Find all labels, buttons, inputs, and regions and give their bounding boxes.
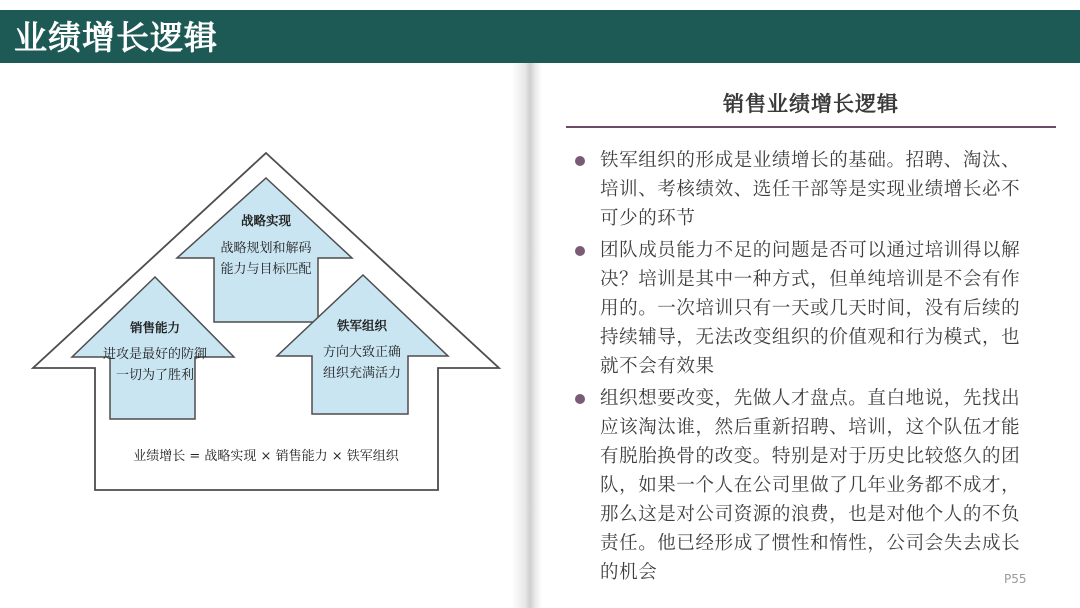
bullet-list — [572, 146, 1034, 590]
list-item — [572, 384, 1034, 587]
team-line-2: 组织充满活力 — [322, 366, 402, 381]
section-heading: 销售业绩增长逻辑 — [723, 92, 899, 116]
strategy-line-1: 战略规划和解码 — [220, 241, 312, 256]
sales-line-2: 一切为了胜利 — [115, 368, 195, 383]
team-line-1: 方向大致正确 — [322, 345, 402, 360]
bullet-dot-icon — [575, 156, 585, 166]
bullet-text: 组织想要改变，先做人才盘点。直白地说，先找出应该淘汰谁，然后重新招聘、培训，这个队伍才能有脱胎换骨的改变。特别是对于历史比较悠久的团队，如果一个人在公司里做了几年业务都不成才，那么这是对公司资源的浪费，也是对他个人的不负责任。他已经形成了惯性和惰性，公司会失去成长的机会 — [600, 388, 1021, 583]
list-item — [572, 146, 1034, 233]
formula-text: 业绩增长 = 战略实现 × 销售能力 × 铁军组织 — [133, 449, 399, 464]
list-item — [572, 236, 1034, 381]
bullet-dot-icon — [575, 246, 585, 256]
page-title: 业绩增长逻辑 — [14, 18, 218, 57]
page-number: P55 — [1004, 572, 1027, 586]
bullet-text: 铁军组织的形成是业绩增长的基础。招聘、淘汰、培训、考核绩效、选任干部等是实现业绩增长必不可少的环节 — [600, 150, 1021, 229]
strategy-title: 战略实现 — [240, 213, 292, 228]
team-title: 铁军组织 — [336, 318, 388, 333]
bullet-dot-icon — [575, 394, 585, 404]
title-bar — [0, 10, 1080, 63]
house-diagram — [0, 63, 512, 608]
book-gutter — [512, 63, 542, 608]
sales-line-1: 进攻是最好的防御 — [102, 347, 208, 362]
sales-title: 销售能力 — [129, 320, 181, 335]
strategy-line-2: 能力与目标匹配 — [220, 262, 312, 277]
bullet-text: 团队成员能力不足的问题是否可以通过培训得以解决？培训是其中一种方式，但单纯培训是不会有作用的。一次培训只有一天或几天时间，没有后续的持续辅导，无法改变组织的价值观和行为模式，也就不会有效果 — [600, 240, 1021, 377]
heading-rule — [566, 126, 1056, 128]
